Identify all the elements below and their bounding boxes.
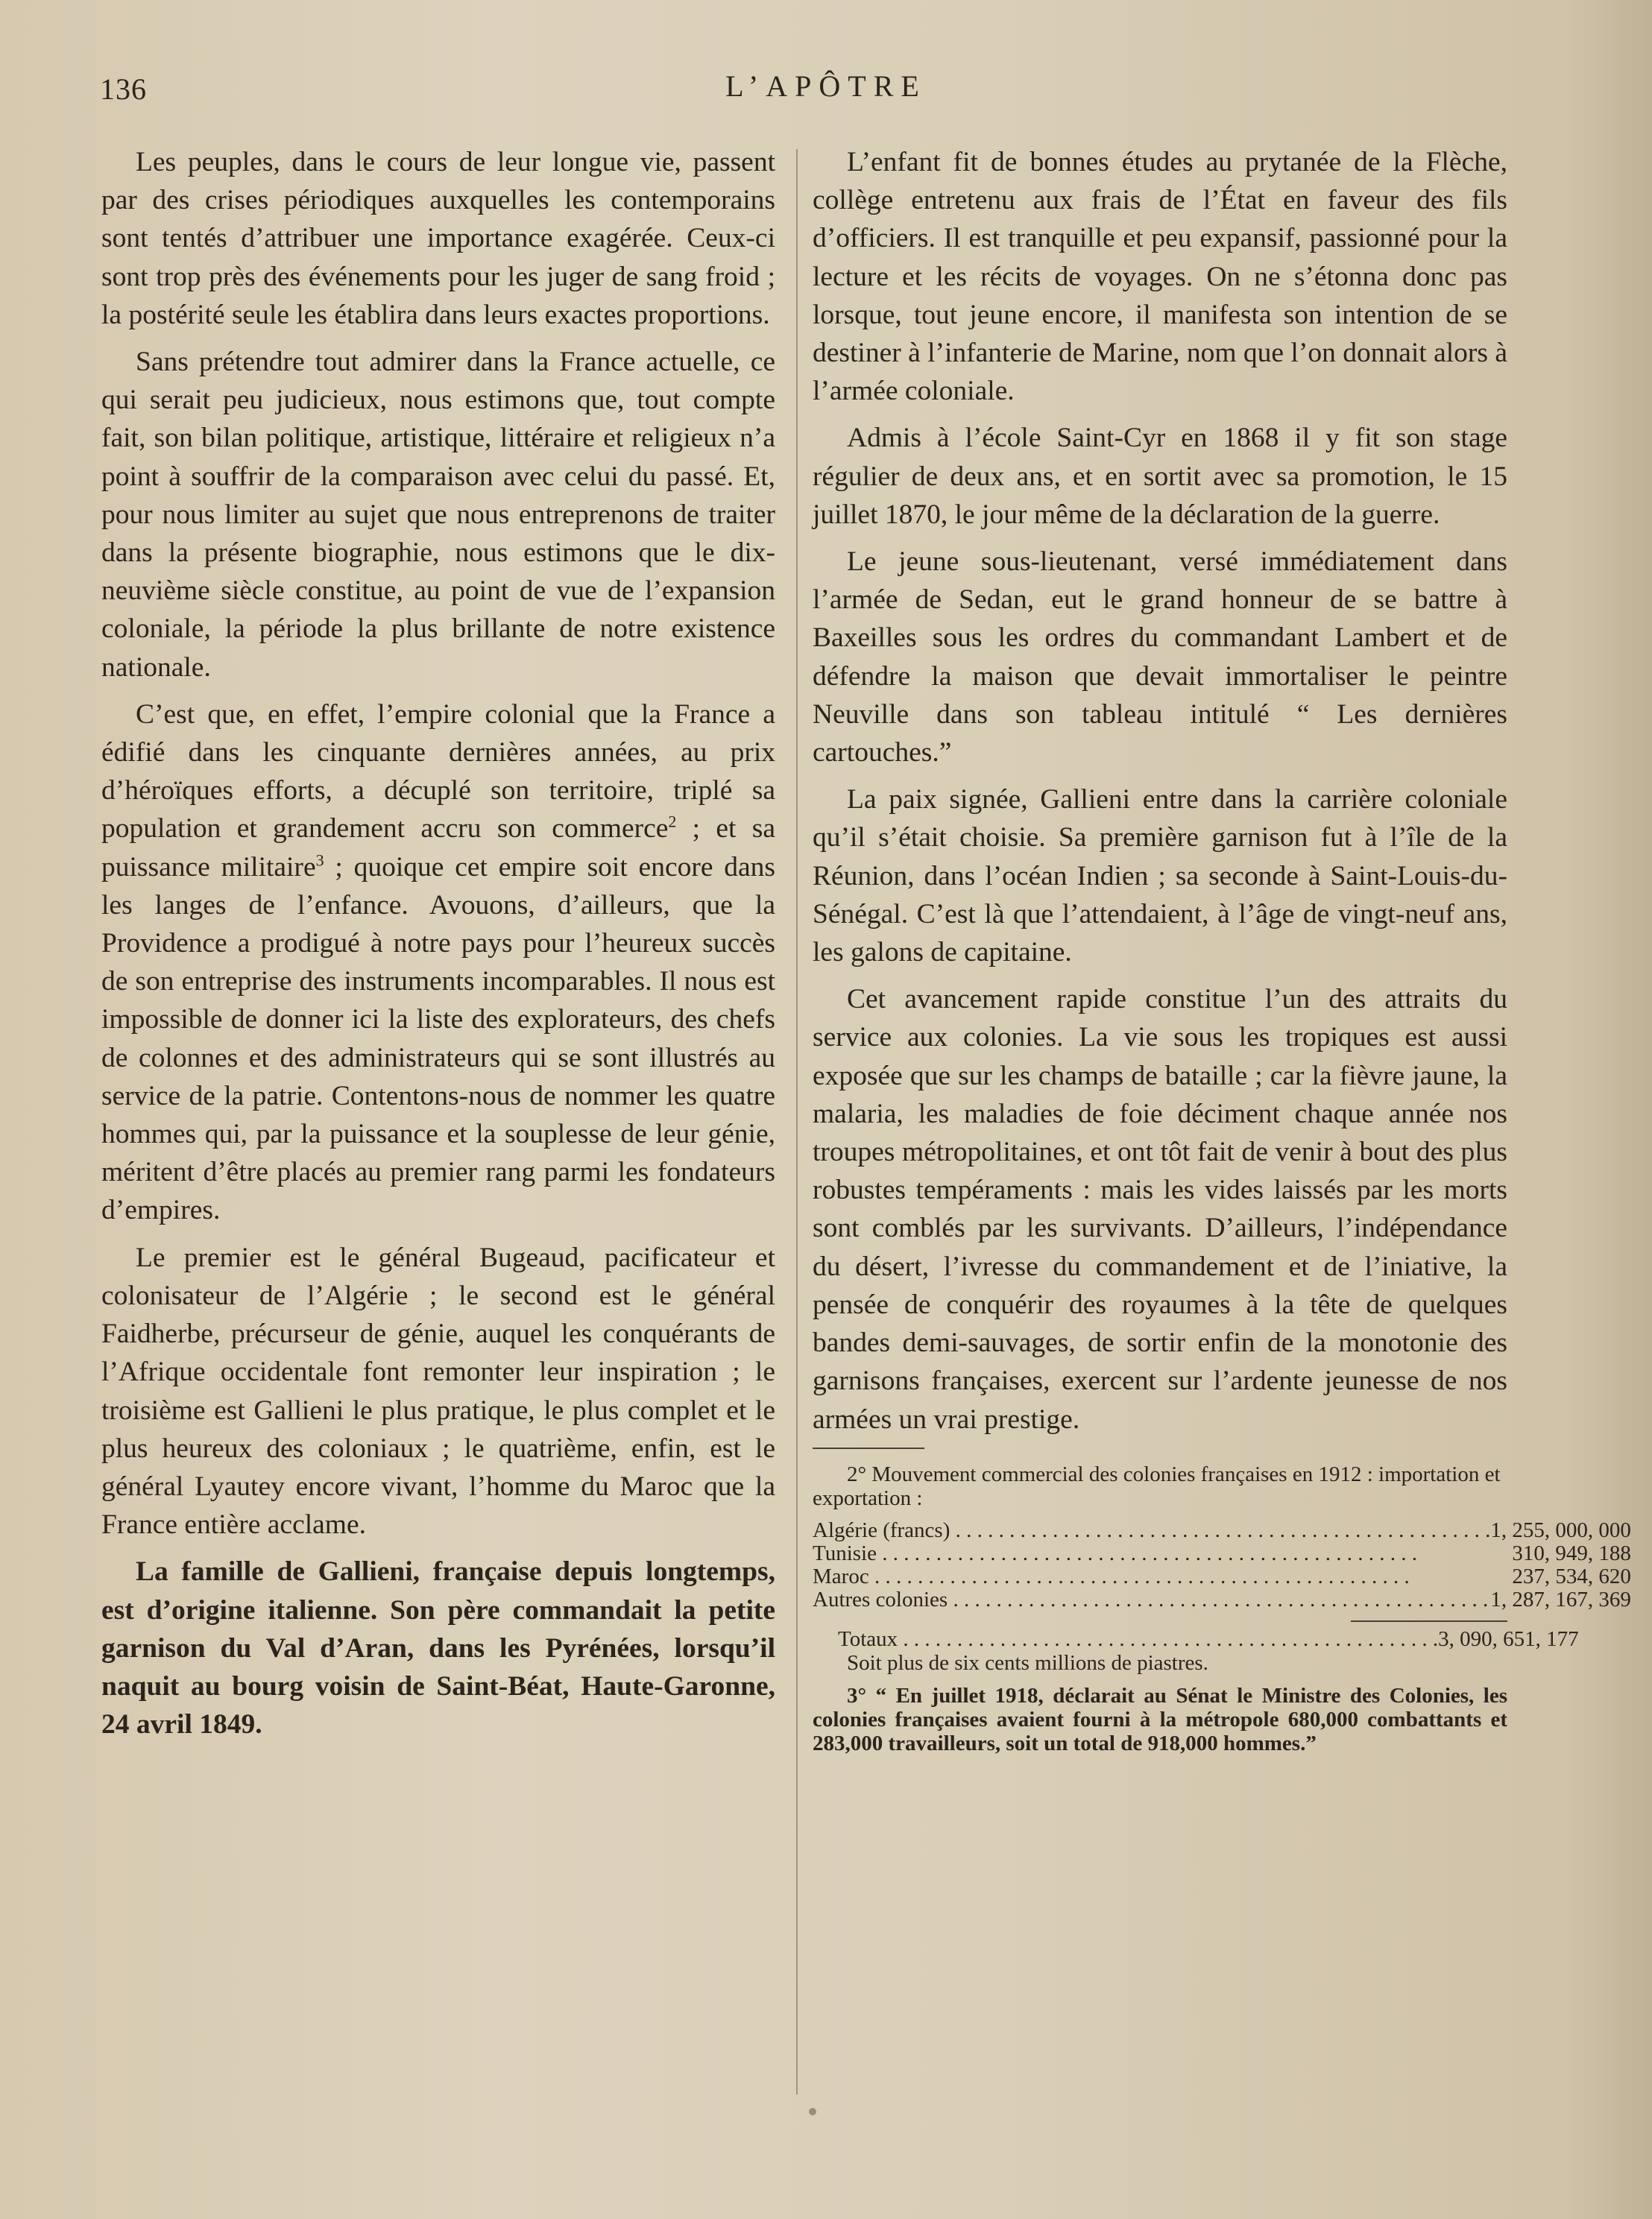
page-number: 136 — [100, 72, 147, 106]
table-row — [813, 1542, 1631, 1565]
right-column — [813, 143, 1631, 1764]
row-label: Tunisie — [813, 1541, 877, 1565]
paragraph: Admis à l’école Saint-Cyr en 1868 il y fit son stage régulier de deux ans, et en sortit avec sa promotion, le 15 juillet 1870, le jour même de la déclaration de la guerre. — [813, 423, 1507, 530]
paragraph-text: ; et sa puissance militaire — [101, 813, 775, 883]
row-value: 310, 949, 188 — [1512, 1541, 1631, 1565]
footnote-ref: 2 — [668, 812, 677, 831]
commerce-table — [813, 1519, 1631, 1612]
row-label: Maroc — [813, 1565, 869, 1588]
row-value: 1, 287, 167, 369 — [1490, 1587, 1631, 1612]
paragraph: L’enfant fit de bonnes études au prytanée de la Flèche, collège entretenu aux frais de l’État en faveur des fils d’officiers. Il est tranquille et peu expansif, passionné pour la lecture et les récits de voyages. On ne s’étonna donc pas lorsque, tout jeune encore, il manifesta son intention de se destiner à l’infanterie de Marine, nom que l’on donnait alors à l’armée coloniale. — [813, 147, 1507, 407]
table-row — [813, 1588, 1631, 1612]
paragraph: Le premier est le général Bugeaud, pacificateur et colonisateur de l’Algérie ; le second est le général Faidherbe, précurseur de génie, auquel les conquérants de l’Afrique occidentale font remonter leur inspiration ; le troisième est Gallieni le plus pratique, le plus complet et le plus heureux des coloniaux ; le quatrième, enfin, est le général Lyautey encore vivant, l’homme du Maroc que la France entière acclame. — [101, 1242, 775, 1541]
ink-mark — [809, 2108, 816, 2115]
row-label: Algérie (francs) — [813, 1518, 950, 1542]
row-value: 237, 534, 620 — [1512, 1564, 1631, 1588]
paragraph: Cet avancement rapide constitue l’un des attraits du service aux colonies. La vie sous les tropiques est aussi exposée que sur les champs de bataille ; car la fièvre jaune, la malaria, les maladies de foie déciment chaque année nos troupes métropolitaines, et ont tôt fait de venir à bout des plus robustes tempéraments : mais les vides laissés par les morts sont comblés par les survivants. D’ailleurs, l’indépendance du désert, l’ivresse du commandement et de l’iniative, la pensée de conquérir des royaumes à la tête de quelques bandes demi-sauvages, de sortir enfin de la monotonie des garnisons françaises, exercent sur l’ardente jeunesse de nos armées un vrai prestige. — [813, 984, 1507, 1435]
paragraph-with-footnote-refs — [101, 695, 775, 1230]
column-divider — [796, 149, 798, 2095]
paragraph: La famille de Gallieni, française depuis longtemps, est d’origine italienne. Son père commandait la petite garnison du Val d’Aran, dans les Pyrénées, lorsqu’il naquit au bourg voisin de Saint-Béat, Haute-Garonne, 24 avril 1849. — [101, 1556, 775, 1740]
commerce-total — [813, 1628, 1579, 1651]
footnotes — [813, 1448, 1631, 1755]
paragraph-text: C’est que, en effet, l’empire colonial que la France a édifié dans les cinquante dernières années, au prix d’héroïques efforts, a décuplé son territoire, triplé sa population et grandement accru son commerce — [101, 698, 775, 845]
row-value: 1, 255, 000, 000 — [1490, 1518, 1631, 1542]
total-row — [813, 1628, 1579, 1651]
footnote-rule — [813, 1448, 924, 1449]
leader-dots — [948, 1588, 1488, 1612]
running-title: L’APÔTRE — [725, 69, 927, 103]
table-row — [813, 1519, 1631, 1542]
table-row — [813, 1565, 1631, 1588]
leader-dots — [898, 1628, 1438, 1651]
paragraph: Les peuples, dans le cours de leur longue vie, passent par des crises périodiques auxquelles les contemporains sont tentés d’attribuer une importance exagérée. Ceux-ci sont trop près des événements pour les juger de sang froid ; la postérité seule les établira dans leurs exactes proportions. — [101, 147, 775, 330]
footnote-2-intro: 2° Mouvement commercial des colonies françaises en 1912 : importation et exportation : — [813, 1462, 1501, 1510]
leader-dots — [877, 1542, 1417, 1565]
footnote-3: 3° “ En juillet 1918, déclarait au Sénat le Ministre des Colonies, les colonies françaises avaient fourni à la métropole 680,000 combattants et 283,000 travailleurs, soit un total de 918,000 hommes.” — [813, 1683, 1507, 1755]
row-label: Autres colonies — [813, 1588, 948, 1612]
total-rule — [1351, 1620, 1507, 1622]
footnote-2-note: Soit plus de six cents millions de piastres. — [847, 1650, 1208, 1675]
left-column — [101, 143, 775, 1752]
total-label: Totaux — [838, 1627, 898, 1651]
paragraph: Le jeune sous-lieutenant, versé immédiatement dans l’armée de Sedan, eut le grand honneur de se battre à Baxeilles sous les ordres du commandant Lambert et de défendre la maison que devait immortaliser le peintre Neuville dans son tableau intitulé “ Les dernières cartouches.” — [813, 546, 1507, 768]
leader-dots — [869, 1565, 1410, 1588]
paragraph: Sans prétendre tout admirer dans la France actuelle, ce qui serait peu judicieux, nous estimons que, tout compte fait, son bilan politique, artistique, littéraire et religieux n’a point à souffrir de la comparaison avec celui du passé. Et, pour nous limiter au sujet que nous entreprenons de traiter dans la présente biographie, nous estimons que le dix-neuvième siècle constitue, au point de vue de l’expansion coloniale, la période la plus brillante de notre existence nationale. — [101, 347, 775, 683]
total-value: 3, 090, 651, 177 — [1438, 1626, 1579, 1651]
footnote-ref: 3 — [315, 850, 324, 870]
paragraph-text: ; quoique cet empire soit encore dans les langes de l’enfance. Avouons, d’ailleurs, que la Providence a prodigué à notre pays pour l’heureux succès de son entreprise des instruments incomparables. Il nous est impossible de donner ici la liste des explorateurs, des chefs de colonnes et des administrateurs qui se sont illustrés au service de la patrie. Contentons-nous de nommer les quatre hommes qui, par la puissance et la souplesse de leur génie, méritent d’être placés au premier rang parmi les fondateurs d’empires. — [101, 851, 775, 1226]
leader-dots — [950, 1519, 1490, 1542]
paragraph: La paix signée, Gallieni entre dans la carrière coloniale qu’il s’était choisie. Sa première garnison fut à l’île de la Réunion, dans l’océan Indien ; sa seconde à Saint-Louis-du-Sénégal. C’est là que l’attendaient, à l’âge de vingt-neuf ans, les galons de capitaine. — [813, 784, 1507, 968]
